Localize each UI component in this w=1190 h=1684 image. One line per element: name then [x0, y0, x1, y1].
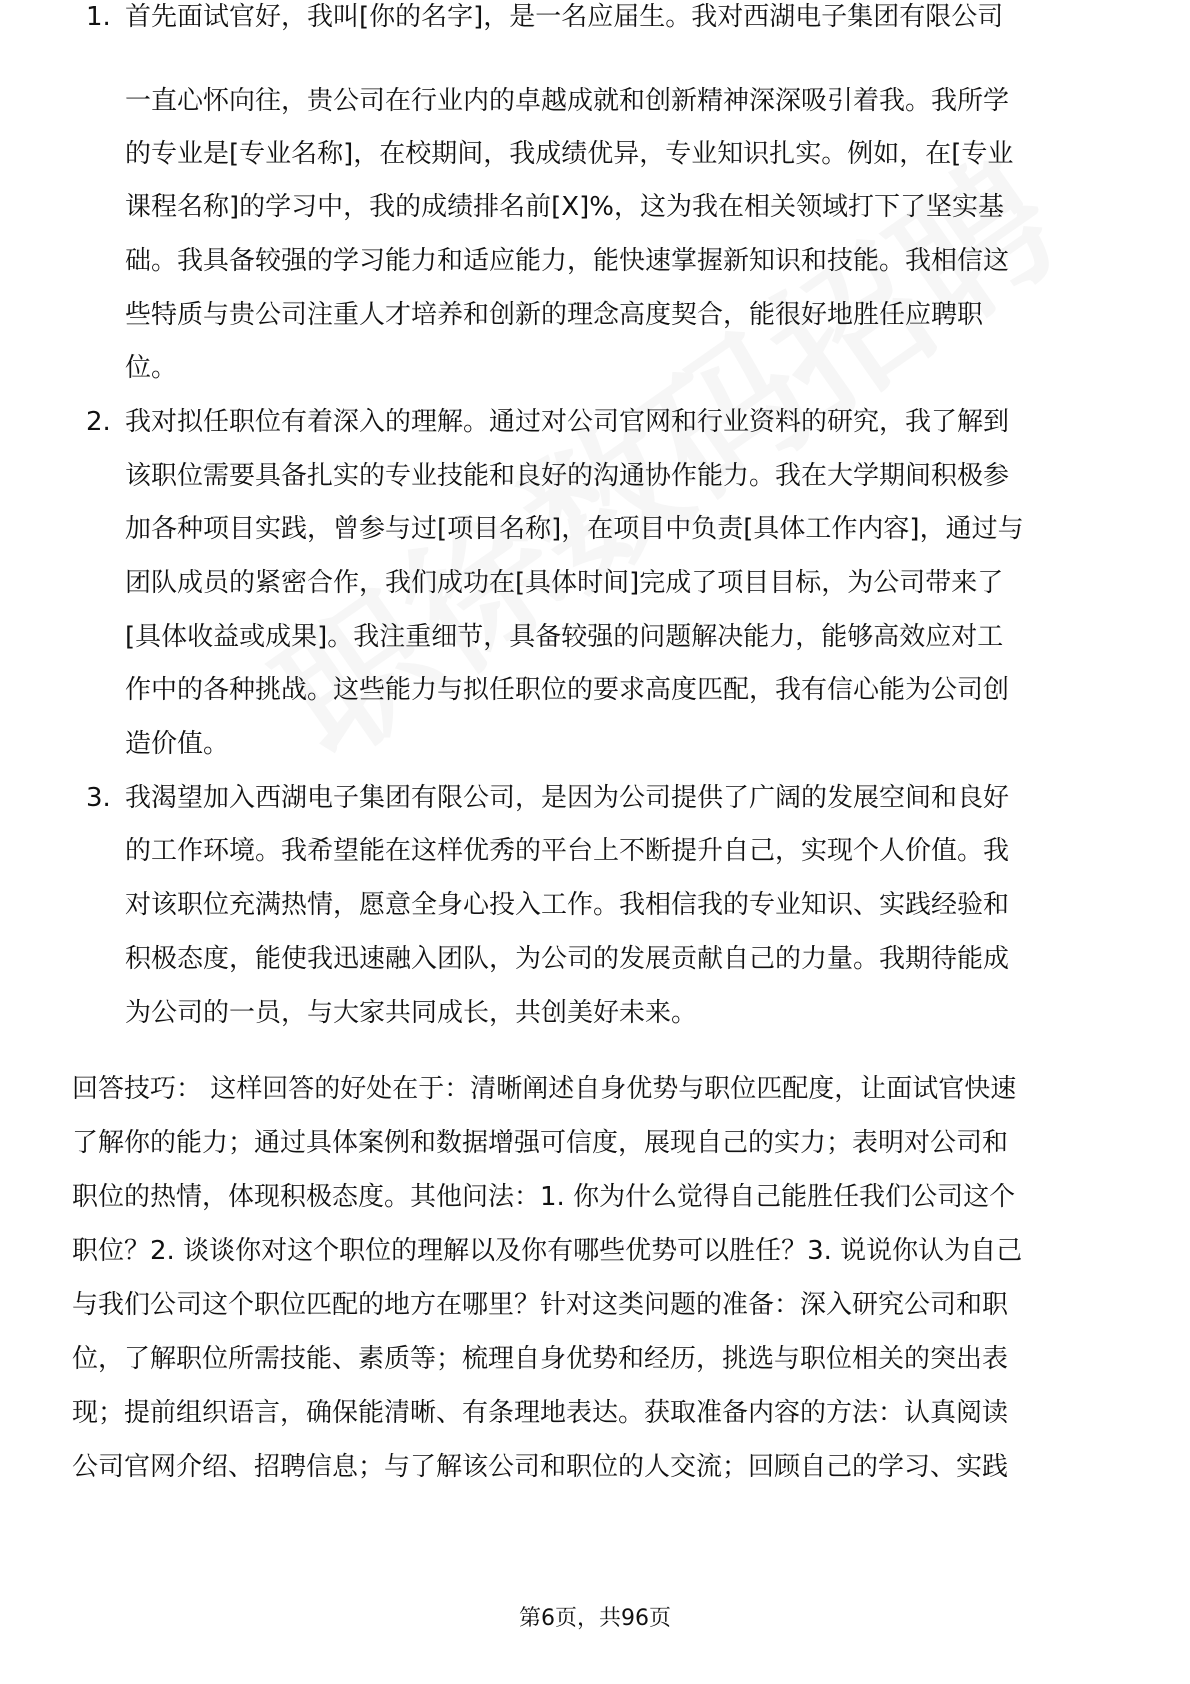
- tips-line: 回答技巧： 这样回答的好处在于：清晰阐述自身优势与职位匹配度，让面试官快速: [72, 1074, 1017, 1104]
- tips-line: 与我们公司这个职位匹配的地方在哪里？针对这类问题的准备：深入研究公司和职: [72, 1290, 1009, 1320]
- text-line: 位。: [125, 353, 178, 383]
- text-line: 该职位需要具备扎实的专业技能和良好的沟通协作能力。我在大学期间积极参: [125, 461, 1010, 491]
- text-line: 积极态度，能使我迅速融入团队，为公司的发展贡献自己的力量。我期待能成: [125, 944, 1010, 974]
- page-number: 第6页，共96页: [519, 1606, 671, 1631]
- text-line: 我对拟任职位有着深入的理解。通过对公司官网和行业资料的研究，我了解到: [125, 407, 1010, 437]
- tips-line: 职位？2. 谈谈你对这个职位的理解以及你有哪些优势可以胜任？3. 说说你认为自己: [72, 1236, 1023, 1266]
- text-line: 一直心怀向往，贵公司在行业内的卓越成就和创新精神深深吸引着我。我所学: [125, 86, 1010, 116]
- text-line: 作中的各种挑战。这些能力与拟任职位的要求高度匹配，我有信心能为公司创: [125, 675, 1010, 705]
- tips-line: 现；提前组织语言，确保能清晰、有条理地表达。获取准备内容的方法：认真阅读: [72, 1398, 1009, 1428]
- text-line: 我渴望加入西湖电子集团有限公司，是因为公司提供了广阔的发展空间和良好: [125, 783, 1010, 813]
- tips-line: 公司官网介绍、招聘信息；与了解该公司和职位的人交流；回顾自己的学习、实践: [72, 1452, 1009, 1482]
- list-number: 3.: [86, 783, 111, 813]
- text-line: 些特质与贵公司注重人才培养和创新的理念高度契合，能很好地胜任应聘职: [125, 300, 984, 330]
- tips-line: 位，了解职位所需技能、素质等；梳理自身优势和经历，挑选与职位相关的突出表: [72, 1344, 1009, 1374]
- text-line: 对该职位充满热情，愿意全身心投入工作。我相信我的专业知识、实践经验和: [125, 890, 1010, 920]
- text-line: 首先面试官好，我叫[你的名字]，是一名应届生。我对西湖电子集团有限公司: [125, 2, 1004, 32]
- text-line: [具体收益或成果]。我注重细节，具备较强的问题解决能力，能够高效应对工: [125, 622, 1004, 652]
- tips-line: 职位的热情，体现积极态度。其他问法：1. 你为什么觉得自己能胜任我们公司这个: [72, 1182, 1016, 1212]
- text-line: 造价值。: [125, 729, 230, 759]
- clipped-first-line: [0, 0, 1190, 35]
- text-line: 加各种项目实践，曾参与过[项目名称]，在项目中负责[具体工作内容]，通过与: [125, 514, 1024, 544]
- list-number: 2.: [86, 407, 111, 437]
- text-line: 课程名称]的学习中，我的成绩排名前[X]%，这为我在相关领域打下了坚实基: [125, 192, 1004, 222]
- text-line: 的工作环境。我希望能在这样优秀的平台上不断提升自己，实现个人价值。我: [125, 836, 1010, 866]
- text-line: 础。我具备较强的学习能力和适应能力，能快速掌握新知识和技能。我相信这: [125, 246, 1010, 276]
- text-line: 团队成员的紧密合作，我们成功在[具体时间]完成了项目目标，为公司带来了: [125, 568, 1004, 598]
- tips-line: 了解你的能力；通过具体案例和数据增强可信度，展现自己的实力；表明对公司和: [72, 1128, 1009, 1158]
- text-line: 的专业是[专业名称]，在校期间，我成绩优异，专业知识扎实。例如，在[专业: [125, 139, 1014, 169]
- list-number: 1.: [86, 2, 111, 32]
- text-line: 为公司的一员，与大家共同成长，共创美好未来。: [125, 998, 698, 1028]
